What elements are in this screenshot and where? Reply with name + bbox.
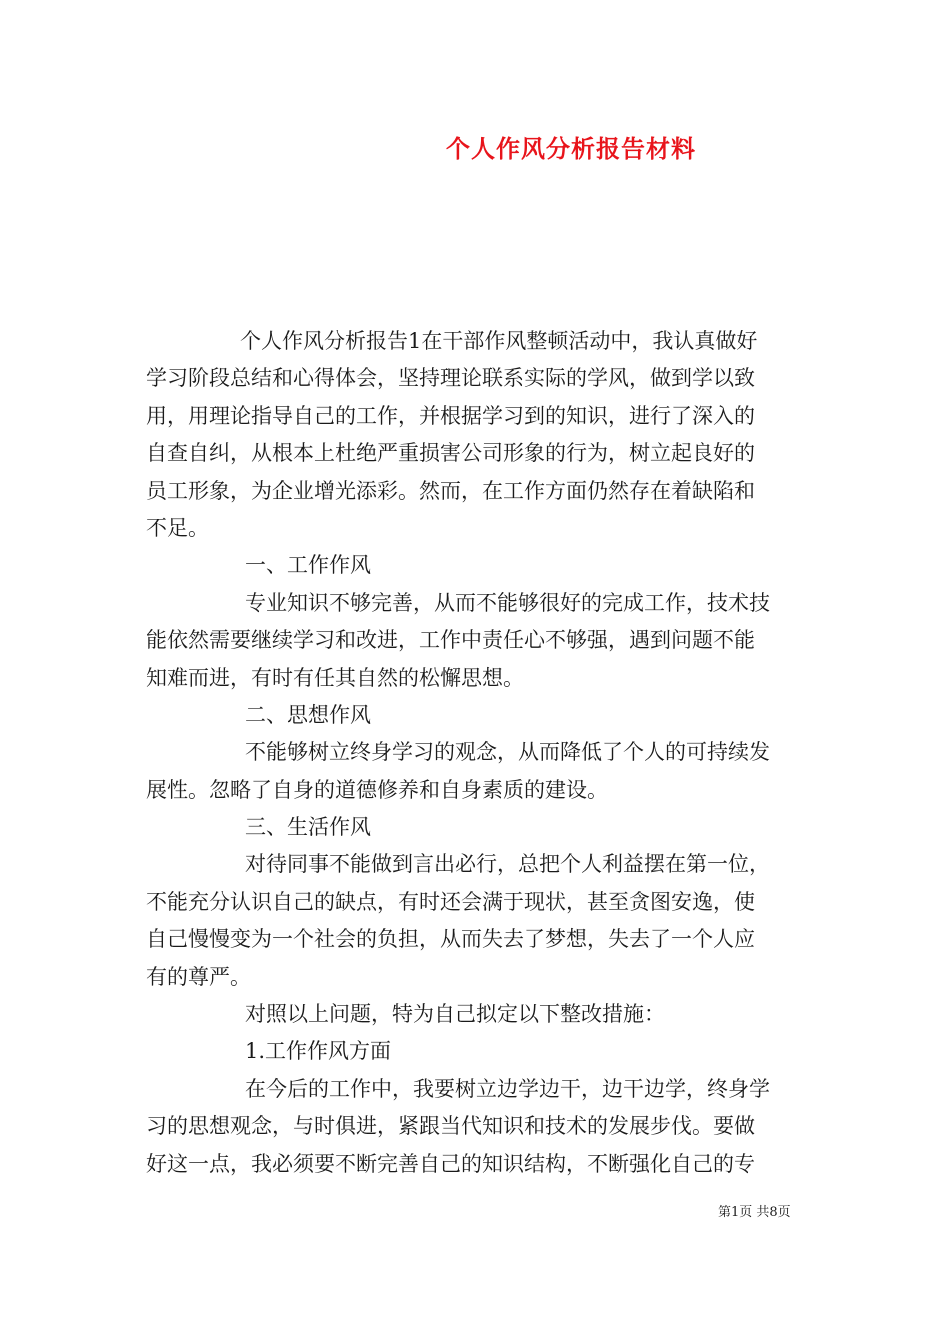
paragraph-line: 用，用理论指导自己的工作，并根据学习到的知识，进行了深入的 bbox=[146, 403, 755, 428]
section-heading-thought-style: 二、思想作风 bbox=[245, 702, 371, 727]
paragraph-line: 对待同事不能做到言出必行，总把个人利益摆在第一位， bbox=[245, 852, 770, 877]
section-heading-life-style: 三、生活作风 bbox=[245, 815, 371, 840]
paragraph-line: 习的思想观念，与时俱进，紧跟当代知识和技术的发展步伐。要做 bbox=[146, 1114, 755, 1139]
page-number-footer: 第1页 共8页 bbox=[718, 1205, 791, 1220]
document-body bbox=[146, 323, 806, 1183]
paragraph-line: 不足。 bbox=[146, 515, 209, 540]
paragraph-line: 自己慢慢变为一个社会的负担，从而失去了梦想，失去了一个人应 bbox=[146, 927, 755, 952]
paragraph-line: 好这一点，我必须要不断完善自己的知识结构，不断强化自己的专 bbox=[146, 1151, 755, 1176]
paragraph-line: 不能充分认识自己的缺点，有时还会满于现状，甚至贪图安逸，使 bbox=[146, 889, 755, 914]
paragraph-line: 自查自纠，从根本上杜绝严重损害公司形象的行为，树立起良好的 bbox=[146, 441, 755, 466]
document-title: 个人作风分析报告材料 bbox=[446, 134, 696, 163]
paragraph-line: 不能够树立终身学习的观念，从而降低了个人的可持续发 bbox=[245, 740, 770, 765]
paragraph-line: 在今后的工作中，我要树立边学边干，边干边学，终身学 bbox=[245, 1076, 770, 1101]
paragraph-line: 专业知识不够完善，从而不能够很好的完成工作，技术技 bbox=[245, 590, 770, 615]
paragraph-line: 能依然需要继续学习和改进，工作中责任心不够强，遇到问题不能 bbox=[146, 628, 755, 653]
paragraph-line: 知难而进，有时有任其自然的松懈思想。 bbox=[146, 665, 524, 690]
paragraph-line: 对照以上问题，特为自己拟定以下整改措施： bbox=[245, 1002, 665, 1027]
section-heading-work-style: 一、工作作风 bbox=[245, 553, 371, 578]
paragraph-line: 有的尊严。 bbox=[146, 964, 251, 989]
paragraph-line: 个人作风分析报告1在干部作风整顿活动中，我认真做好 bbox=[240, 329, 758, 353]
paragraph-line: 学习阶段总结和心得体会，坚持理论联系实际的学风，做到学以致 bbox=[146, 366, 755, 391]
paragraph-line: 展性。忽略了自身的道德修养和自身素质的建设。 bbox=[146, 777, 608, 802]
paragraph-line: 员工形象，为企业增光添彩。然而，在工作方面仍然存在着缺陷和 bbox=[146, 478, 755, 503]
subsection-heading: 1.工作作风方面 bbox=[245, 1039, 392, 1064]
